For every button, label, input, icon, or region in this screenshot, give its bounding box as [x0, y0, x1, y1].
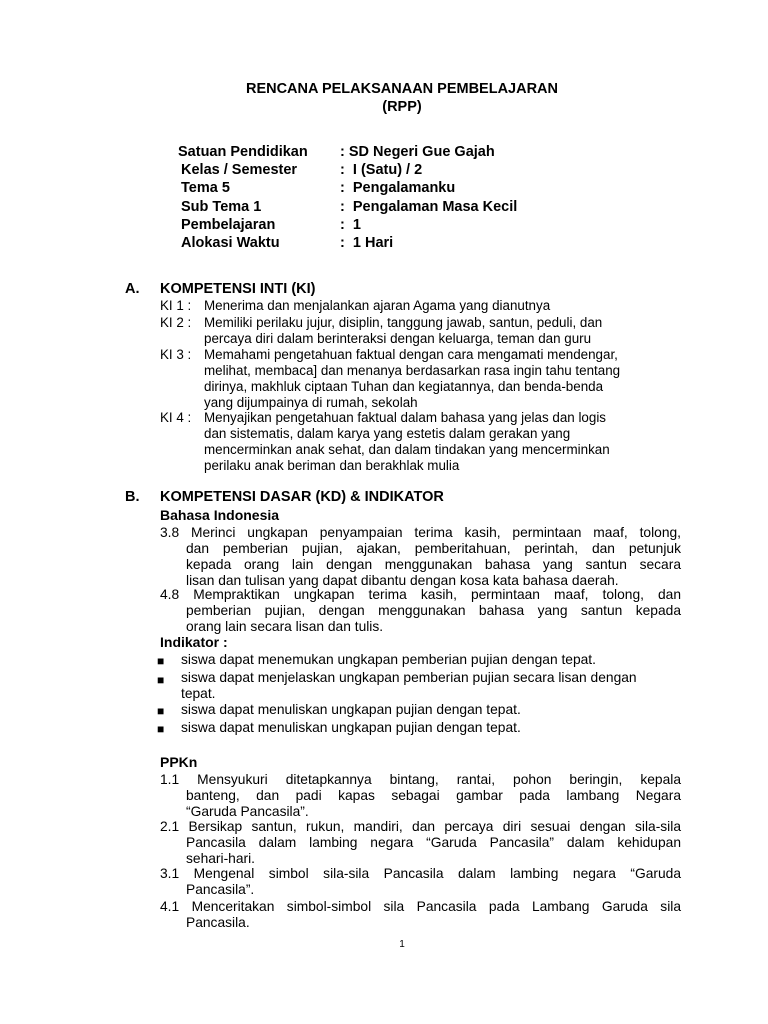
section-b-title: KOMPETENSI DASAR (KD) & INDIKATOR: [160, 489, 444, 505]
kd-line: 4.1 Menceritakan simbol-simbol sila Pancasila pada Lambang Garuda sila: [160, 899, 681, 914]
info-label: Alokasi Waktu: [181, 235, 280, 251]
section-a-title: KOMPETENSI INTI (KI): [160, 281, 316, 297]
ki-label: KI 4 :: [160, 410, 192, 425]
kd-line: “Garuda Pancasila”.: [186, 804, 309, 819]
document-title: RENCANA PELAKSANAAN PEMBELAJARAN: [245, 81, 559, 97]
indikator-item: [181, 652, 681, 668]
ki-line: dan sistematis, dalam karya yang estetis dalam gerakan yang: [204, 426, 571, 441]
kd-line: pemberian pujian, dengan menggunakan bahasa yang santun kepada: [186, 603, 681, 618]
bullet-icon: ■: [157, 654, 165, 668]
kd-line: lisan dan tulisan yang dapat dibantu dengan kosa kata bahasa daerah.: [186, 573, 619, 588]
info-value: : I (Satu) / 2: [340, 162, 423, 178]
ki-line: perilaku anak beriman dan berakhlak mulia: [204, 458, 460, 473]
ki-line: melihat, membaca] dan menanya berdasarkan rasa ingin tahu tentang: [204, 363, 621, 378]
ki-label: KI 3 :: [160, 347, 192, 362]
info-label: Sub Tema 1: [181, 199, 262, 215]
ppkn-heading: PPKn: [160, 754, 198, 770]
kd-line: Pancasila.: [186, 915, 250, 930]
kd-line: orang lain secara lisan dan tulis.: [186, 619, 384, 634]
ki-line: yang dijumpainya di rumah, sekolah: [204, 395, 418, 410]
info-value: : 1: [340, 217, 361, 233]
section-a-letter: A.: [125, 281, 140, 297]
page-number: 1: [399, 939, 405, 950]
kd-item: [160, 525, 681, 589]
kd-item: [160, 587, 681, 635]
kd-line: 3.1 Mengenal simbol sila-sila Pancasila dalam lambing negara “Garuda: [160, 866, 681, 881]
indikator-heading: Indikator :: [160, 634, 228, 650]
bullet-icon: ■: [157, 673, 165, 687]
kd-item: [160, 866, 681, 898]
ki-text: [204, 315, 679, 347]
kd-line: 4.8 Mempraktikan ungkapan terima kasih, permintaan maaf, tolong, dan: [160, 587, 681, 602]
ki-line: Menerima dan menjalankan ajaran Agama yang dianutnya: [204, 298, 551, 313]
info-value: : Pengalaman Masa Kecil: [340, 199, 518, 215]
kd-item: [160, 772, 681, 820]
ki-text: [204, 410, 679, 474]
kd-line: dan pemberian pujian, ajakan, pemberitahuan, perintah, dan petunjuk: [186, 541, 681, 556]
kd-item: [160, 819, 681, 867]
indikator-line: tepat.: [181, 686, 216, 701]
indikator-item: [181, 702, 681, 718]
kd-item: [160, 899, 681, 931]
bullet-icon: ■: [157, 722, 165, 736]
kd-line: sehari-hari.: [186, 851, 256, 866]
bahasa-heading: Bahasa Indonesia: [160, 507, 280, 523]
info-label: Pembelajaran: [181, 217, 276, 233]
info-value: : 1 Hari: [340, 235, 394, 251]
ki-line: Memahami pengetahuan faktual dengan cara mengamati mendengar,: [204, 347, 618, 362]
kd-line: 2.1 Bersikap santun, rukun, mandiri, dan percaya diri sesuai dengan sila-sila: [160, 819, 681, 834]
ki-line: percaya diri dalam berinteraksi dengan keluarga, teman dan guru: [204, 331, 592, 346]
kd-line: Pancasila”.: [186, 882, 255, 897]
kd-line: banteng, dan padi kapas sebagai gambar pada lambang Negara: [186, 788, 681, 803]
ki-text: [204, 347, 679, 411]
indikator-line: siswa dapat menuliskan ungkapan pujian dengan tepat.: [181, 702, 521, 717]
ki-label: KI 2 :: [160, 315, 192, 330]
ki-line: Memiliki perilaku jujur, disiplin, tanggung jawab, santun, peduli, dan: [204, 315, 603, 330]
ki-line: mencerminkan anak sehat, dan dalam tindakan yang mencerminkan: [204, 442, 610, 457]
kd-line: kepada orang lain dengan menggunakan bahasa yang santun secara: [186, 557, 681, 572]
indikator-line: siswa dapat menjelaskan ungkapan pemberian pujian secara lisan dengan: [181, 670, 637, 685]
indikator-item: [181, 670, 681, 702]
document-subtitle: (RPP): [382, 99, 422, 115]
indikator-item: [181, 720, 681, 736]
info-value: : Pengalamanku: [340, 180, 456, 196]
kd-line: Pancasila dalam lambing negara “Garuda Pancasila” dalam kehidupan: [186, 835, 681, 850]
kd-line: 3.8 Merinci ungkapan penyampaian terima kasih, permintaan maaf, tolong,: [160, 525, 681, 540]
section-b-letter: B.: [125, 489, 140, 505]
ki-line: Menyajikan pengetahuan faktual dalam bahasa yang jelas dan logis: [204, 410, 607, 425]
ki-label: KI 1 :: [160, 298, 192, 313]
info-label: Kelas / Semester: [181, 162, 298, 178]
info-value: : SD Negeri Gue Gajah: [340, 144, 495, 160]
ki-text: [204, 298, 679, 314]
info-label: Satuan Pendidikan: [178, 144, 308, 160]
indikator-line: siswa dapat menemukan ungkapan pemberian pujian dengan tepat.: [181, 652, 596, 667]
ki-line: dirinya, makhluk ciptaan Tuhan dan kegiatannya, dan benda-benda: [204, 379, 604, 394]
bullet-icon: ■: [157, 704, 165, 718]
indikator-line: siswa dapat menuliskan ungkapan pujian dengan tepat.: [181, 720, 521, 735]
info-label: Tema 5: [181, 180, 230, 196]
kd-line: 1.1 Mensyukuri ditetapkannya bintang, rantai, pohon beringin, kepala: [160, 772, 681, 787]
